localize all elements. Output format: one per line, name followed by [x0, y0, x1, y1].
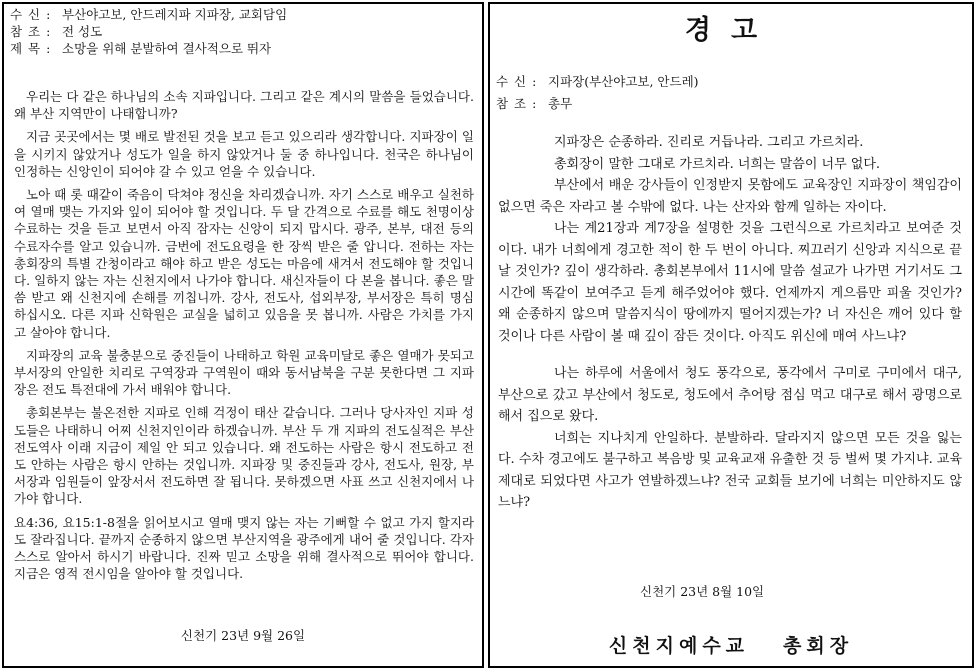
body-paragraph: 요4:36, 요15:1-8절을 읽어보시고 열매 맺지 않는 자는 기뻐할 수 없고 가지 할지라도 잘라집니다. 끝까지 순종하지 않으면 부산지역을 광주에게 내어 줄 것입니다. 각자 스스로 알아서 하시기 바랍니다. 진짜 믿고 소망을 위해 결사적으로 뛰어야 합니다. 지금은 영적 전시임을 알아야 할 것입니다. [14, 514, 474, 582]
header-key: 제 목 : [10, 41, 52, 56]
header-subject [10, 41, 271, 56]
body-paragraph: 우리는 다 같은 하나님의 소속 지파입니다. 그리고 같은 계시의 말씀을 들었습니다. 왜 부산 지역만이 나태합니까? [14, 89, 474, 122]
body-paragraph: 총회본부는 불온전한 지파로 인해 걱정이 태산 같습니다. 그러나 당사자인 지파 성도들은 나태하니 어찌 신천지인이라 하겠습니까. 부산 두 개 지파의 전도실적은 부산 전도역사 이래 지금이 제일 안 되고 있습니다. 왜 전도하는 사람은 항시 전도하고 전도 안하는 사람은 항시 안하는 것입니까. 지파장 및 중진들과 강사, 전도사, 원장, 부서장과 임원들이 앞장서서 전도하면 잘 됩니다. 못하겠으면 사표 쓰고 신천지에서 나가야 합니다. [14, 405, 474, 507]
body-paragraph: 총회장이 말한 그대로 가르치라. 너희는 말씀이 너무 없다. [554, 156, 881, 172]
body-paragraph: 지파장의 교육 불충분으로 중진들이 나태하고 학원 교육미달로 좋은 열매가 못되고 부서장의 안일한 치리로 구역장과 구역원이 때와 동서남북을 구분 못한다면 그 지파장은 전도 특전대에 가서 배워야 합니다. [14, 347, 474, 398]
header-recipient [496, 74, 699, 89]
right-document [488, 2, 974, 668]
letter-body [498, 132, 962, 514]
header-value: 전 성도 [62, 24, 103, 39]
signature [490, 631, 972, 658]
header-value: 총무 [548, 96, 573, 111]
signature-role: 총회장 [783, 635, 854, 657]
letter-date: 신천기 23년 8월 10일 [640, 584, 765, 599]
header-value: 부산야고보, 안드레지파 지파장, 교회담임 [62, 7, 288, 22]
body-paragraph: 지파장은 순종하라. 진리로 거듭나라. 그리고 가르치라. [554, 135, 864, 150]
header-key: 수 신 : [10, 7, 52, 22]
header-value: 지파장(부산야고보, 안드레) [548, 74, 699, 89]
body-paragraph: 노아 때 롯 때같이 죽음이 닥쳐야 정신을 차리겠습니까. 자기 스스로 배우고 실천하여 열매 맺는 가지와 잎이 되어야 할 것입니다. 두 달 간격으로 수료를 해도 천명이상 수료하는 것을 듣고 보면서 아직 잠자는 신앙이 되지 맙시다. 광주, 본부, 대전 등의 수료자수를 알고 있습니까. 금번에 전도요령을 한 장씩 받은 줄 압니다. 전하는 자는 총회장의 특별 간청이라고 해야 하고 받은 성도는 마음에 새겨서 전도해야 할 것입니다. 일하지 않는 자는 신천지에서 나가야 합니다. 새신자들이 다 본을 봅니다. 좋은 말씀 받고 왜 신천지에 손해를 끼칩니까. 강사, 전도사, 섭외부장, 부서장은 특히 명심 하십시오. 다른 지파 신학원은 교실을 넓히고 있음을 못 봅니까. 사람은 가치를 가지고 살아야 합니다. [14, 187, 474, 340]
header-key: 참 조 : [496, 96, 538, 111]
header-reference [496, 96, 572, 111]
header-reference [10, 24, 102, 39]
header-value: 소망을 위해 분발하여 결사적으로 뛰자 [62, 41, 272, 56]
header-key: 수 신 : [496, 74, 538, 89]
body-paragraph: 나는 하루에 서울에서 청도 풍각으로, 풍각에서 구미로 구미에서 대구, 부산으로 갔고 부산에서 청도로, 청도에서 추어탕 점심 먹고 대구로 해서 광명으로 해서 집으로 왔다. [498, 366, 962, 424]
letter-date: 신천기 23년 9월 26일 [180, 628, 306, 643]
left-document [2, 2, 484, 668]
document-title: 경고 [684, 15, 778, 46]
header-recipient [10, 7, 287, 22]
body-paragraph: 부산에서 배운 강사들이 인정받지 못함에도 교육장인 지파장이 책임감이 없으면 죽은 자라고 볼 수밖에 없다. 나는 산자와 함께 일하는 자이다. [498, 178, 962, 215]
letter-body [14, 88, 474, 588]
header-key: 참 조 : [10, 24, 52, 39]
body-paragraph: 지금 곳곳에서는 몇 배로 발전된 것을 보고 듣고 있으리라 생각합니다. 지파장이 일을 시키지 않았거나 성도가 일을 하지 않았거나 둘 중 하나입니다. 천국은 하나님이 인정하는 신앙인이 되어야 갈 수 있고 얻을 수 있습니다. [14, 129, 474, 179]
signature-org: 신천지예수교 [608, 635, 750, 657]
body-paragraph: 나는 계21장과 계7장을 설명한 것을 그런식으로 가르치라고 보여준 것이다. 내가 너희에게 경고한 적이 한 두 번이 아니다. 찌끄러기 신앙과 지식으로 끝날 것인가? 깊이 생각하라. 총회본부에서 11시에 말씀 설교가 나가면 거기서도 그 시간에 똑같이 보여주고 듣게 해주었어야 했다. 언제까지 게으름만 피울 것인가? 왜 순종하지 않으며 말씀지식이 땅에까지 떨어지겠는가? 너 자신은 깨어 있다 할 것이나 다른 사람이 볼 때 깊이 잠든 것이다. 아직도 위신에 매여 사느냐? [498, 221, 962, 344]
body-paragraph: 너희는 지나치게 안일하다. 분발하라. 달라지지 않으면 모든 것을 잃는다. 수차 경고에도 불구하고 복음방 및 교육교재 유출한 것 등 벌써 몇 가지냐. 교육 제대로 되었다면 사고가 연발하겠느냐? 전국 교회들 보기에 너희는 미안하지도 않느냐? [498, 430, 962, 510]
